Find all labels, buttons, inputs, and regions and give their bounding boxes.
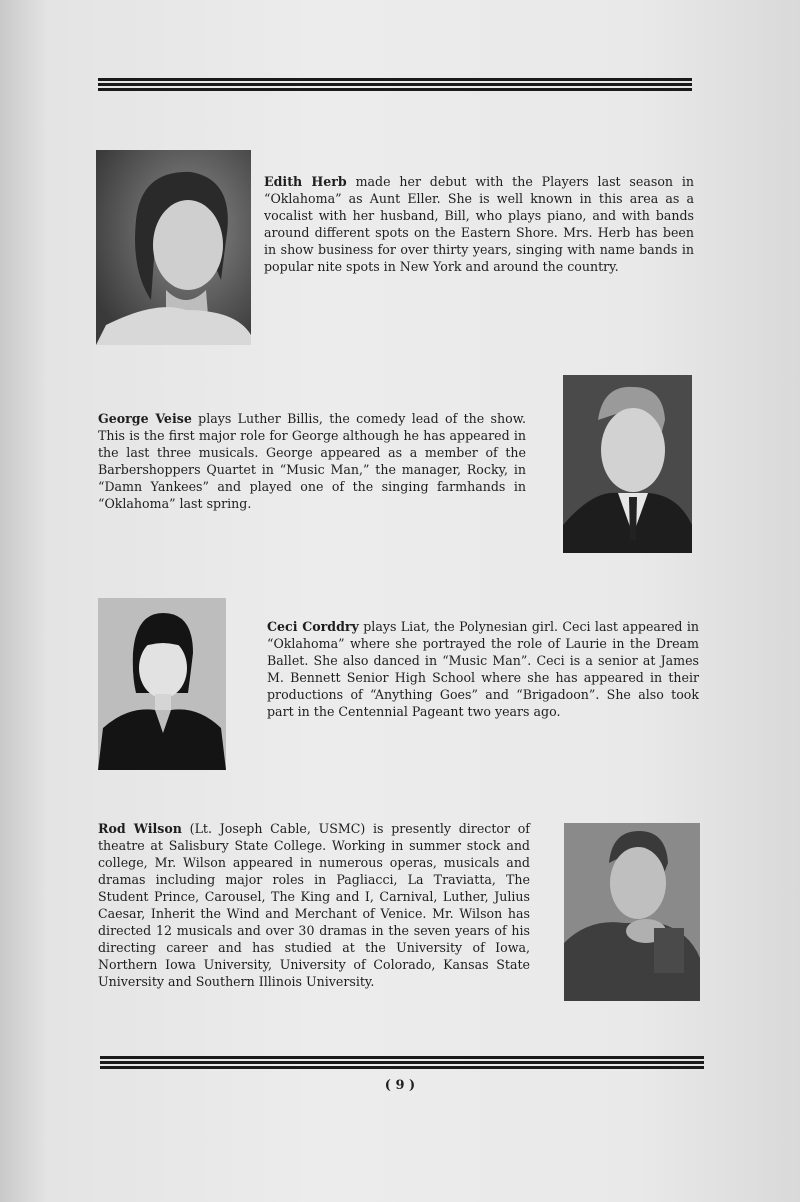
ceci-corddry-photo <box>98 598 226 770</box>
bio-name: George Veise <box>98 411 192 426</box>
bio-edith-herb <box>264 173 694 275</box>
bio-ceci-corddry <box>267 618 699 720</box>
bottom-double-rule <box>100 1056 704 1070</box>
bio-rod-wilson <box>98 820 530 990</box>
page-number: ( 9 ) <box>384 1078 416 1093</box>
bio-text: made her debut with the Players last season in “Oklahoma” as Aunt Eller. She is well known in this area as a vocalist with her husband, Bill, who plays piano, and with bands around different spots on the Eastern Shore. Mrs. Herb has been in show business for over thirty years, singing with name bands in popular nite spots in New York and around the country. <box>264 174 694 274</box>
bio-text: (Lt. Joseph Cable, USMC) is presently director of theatre at Salisbury State College. Working in summer stock and college, Mr. Wilson appeared in numerous operas, musicals and dramas including major roles in Pagliacci, La Traviatta, The Student Prince, Carousel, The King and I, Carnival, Luther, Julius Caesar, Inherit the Wind and Merchant of Venice. Mr. Wilson has directed 12 musicals and over 30 dramas in the seven years of his directing career and has studied at the University of Iowa, Northern Iowa University, University of Colorado, Kansas State University and Southern Illinois University. <box>98 821 530 989</box>
rod-wilson-photo <box>564 823 700 1001</box>
bio-name: Rod Wilson <box>98 821 182 836</box>
bio-george-veise <box>98 410 526 512</box>
top-double-rule <box>98 78 692 92</box>
bio-text: plays Luther Billis, the comedy lead of the show. This is the first major role for George although he has appeared in the last three musicals. George appeared as a member of the Barbershoppers Quartet in “Music Man,” the manager, Rocky, in “Damn Yankees” and played one of the singing farmhands in “Oklahoma” last spring. <box>98 411 526 511</box>
george-veise-photo <box>563 375 692 553</box>
bio-text: plays Liat, the Polynesian girl. Ceci last appeared in “Oklahoma” where she portrayed the role of Laurie in the Dream Ballet. She also danced in “Music Man”. Ceci is a senior at James M. Bennett Senior High School where she has appeared in their productions of “Anything Goes” and “Brigadoon”. She also took part in the Centennial Pageant two years ago. <box>267 619 699 719</box>
bio-name: Edith Herb <box>264 174 347 189</box>
edith-herb-photo <box>96 150 251 345</box>
bio-name: Ceci Corddry <box>267 619 359 634</box>
